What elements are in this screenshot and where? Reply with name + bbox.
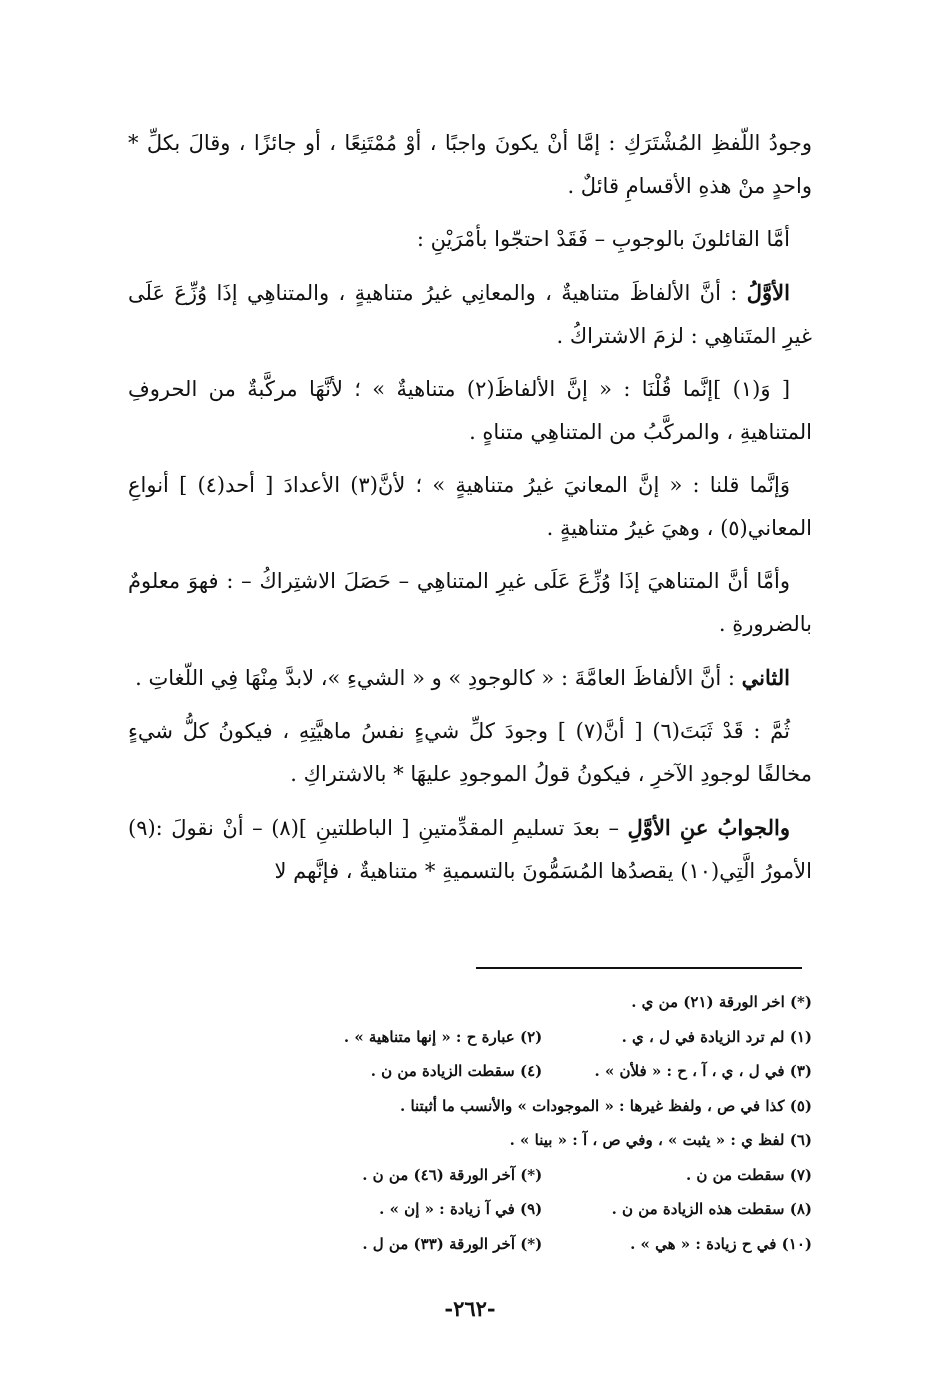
footnote: (٨) سقطت هذه الزيادة من ن .: [611, 1200, 812, 1219]
footnote-row: [250, 1123, 812, 1158]
footnote: (٤) سقطت الزيادة من ن .: [370, 1062, 543, 1081]
paragraph-text: أمَّا القائلونَ بالوجوبِ – فَقَدْ احتجّوا بأمْرَيْنِ :: [416, 227, 790, 251]
paragraph-lead: والجوابُ عنِ الأوَّلِ: [627, 815, 790, 840]
paragraph-text: وأمَّا أنَّ المتناهيَ إذَا وُزِّعَ عَلَى غيرِ المتناهِي – حَصَلَ الاشتِراكُ – : فهوَ معلومٌ بالضرورةِ .: [128, 569, 812, 636]
footnote: (١٠) في ح زيادة : « هي » .: [630, 1234, 812, 1253]
paragraph-4: [128, 368, 812, 454]
paragraph-text: وَإنَّما قلنا : « إنَّ المعانيَ غيرُ متناهيةٍ » ؛ لأنَّ(٣) الأعدادَ [ أحد(٤) ] أنواعِ المعاني(٥) ، وهيَ غيرُ متناهيةٍ .: [128, 473, 812, 540]
footnote-row: [250, 1158, 812, 1193]
footnote: (*) آخر الورقة (٣٣) من ل .: [362, 1234, 543, 1253]
footnote: (*) اخر الورقة (٢١) من ي .: [631, 993, 812, 1012]
footnote-separator: [476, 967, 802, 969]
footnote-row: [250, 1089, 812, 1124]
paragraph-5: [128, 464, 812, 550]
footnote: (٢) عبارة ح : « إنها متناهية » .: [343, 1027, 543, 1046]
footnote-row: [250, 1020, 812, 1055]
footnote-row: [250, 1054, 812, 1089]
paragraph-lead: الثاني: [741, 665, 790, 690]
page-number: -٢٦٢-: [444, 1296, 496, 1321]
paragraph-7: [128, 656, 812, 700]
paragraph-text: : أنَّ الألفاظَ متناهيةٌ ، والمعانِي غيرُ متناهيةٍ ، والمتناهِي إذَا وُزِّعَ عَلَى غيرِ المتَناهِي : لزمَ الاشتراكُ .: [128, 281, 812, 348]
footnote: (٧) سقطت من ن .: [685, 1165, 812, 1184]
paragraph-text: – بعدَ تسليمِ المقدِّمتينِ [ الباطلتينِ ](٨) – أنْ نقولَ :(٩) الأمورُ الَّتِي(١٠) يقصدُها المُسَمُّونَ بالتسميةِ * متناهيةٌ ، فإنَّهم لا: [128, 816, 812, 883]
paragraph-text: وجودُ اللّفظِ المُشْتَرَكِ : إمَّا أنْ يكونَ واجبًا ، أوْ مُمْتَنِعًا ، أو جائزًا ، وقالَ بكلِّ * واحدٍ منْ هذهِ الأقسامِ قائلٌ .: [128, 131, 812, 198]
paragraph-lead: الأوَّلُ: [746, 280, 790, 305]
footnote: (*) آخر الورقة (٤٦) من ن .: [362, 1165, 543, 1184]
footnote-row: [250, 1192, 812, 1227]
footnote: (١) لم ترد الزيادة في ل ، ي .: [621, 1027, 812, 1046]
paragraph-text: ثُمَّ : قَدْ ثَبَتَ(٦) [ أنَّ(٧) ] وجودَ كلِّ شيءٍ نفسُ ماهيَّتِهِ ، فيكونُ كلُّ شيءٍ مخالفًا لوجودِ الآخرِ ، فيكونُ قولُ الموجودِ عليهَا * بالاشتراكِ .: [128, 719, 812, 786]
paragraph-text: [ وَ(١) ]إنَّما قُلْنَا : « إنَّ الألفاظَ(٢) متناهيةٌ » ؛ لأنَّهَا مركَّبةٌ من الحروفِ المتناهيةِ ، والمركَّبُ من المتناهِي متناهٍ .: [128, 377, 812, 444]
footnote: (٩) في آ زيادة : « إن » .: [379, 1200, 543, 1219]
footnotes: [250, 985, 812, 1261]
paragraph-3: [128, 271, 812, 358]
paragraph-2: [128, 218, 812, 261]
paragraph-text: : أنَّ الألفاظَ العامَّةَ : « كالوجودِ » و « الشيءِ »، لابدَّ مِنْهَا فِي اللّغاتِ .: [135, 666, 735, 690]
paragraph-9: [128, 806, 812, 893]
paragraph-1: [128, 122, 812, 208]
footnote: (٥) كذا في ص ، ولفظ غيرها : « الموجودات » والأنسب ما أثبتنا .: [400, 1096, 812, 1115]
footnote-row: [250, 1227, 812, 1262]
main-text: [128, 122, 812, 903]
footnote-row: [250, 985, 812, 1020]
footnote: (٣) في ل ، ي ، آ ، ح : « فلأن » .: [594, 1062, 812, 1081]
paragraph-8: [128, 710, 812, 796]
paragraph-6: [128, 560, 812, 646]
footnote: (٦) لفظ ي : « يثبت » ، وفي ص ، آ : « بينا » .: [509, 1131, 812, 1150]
